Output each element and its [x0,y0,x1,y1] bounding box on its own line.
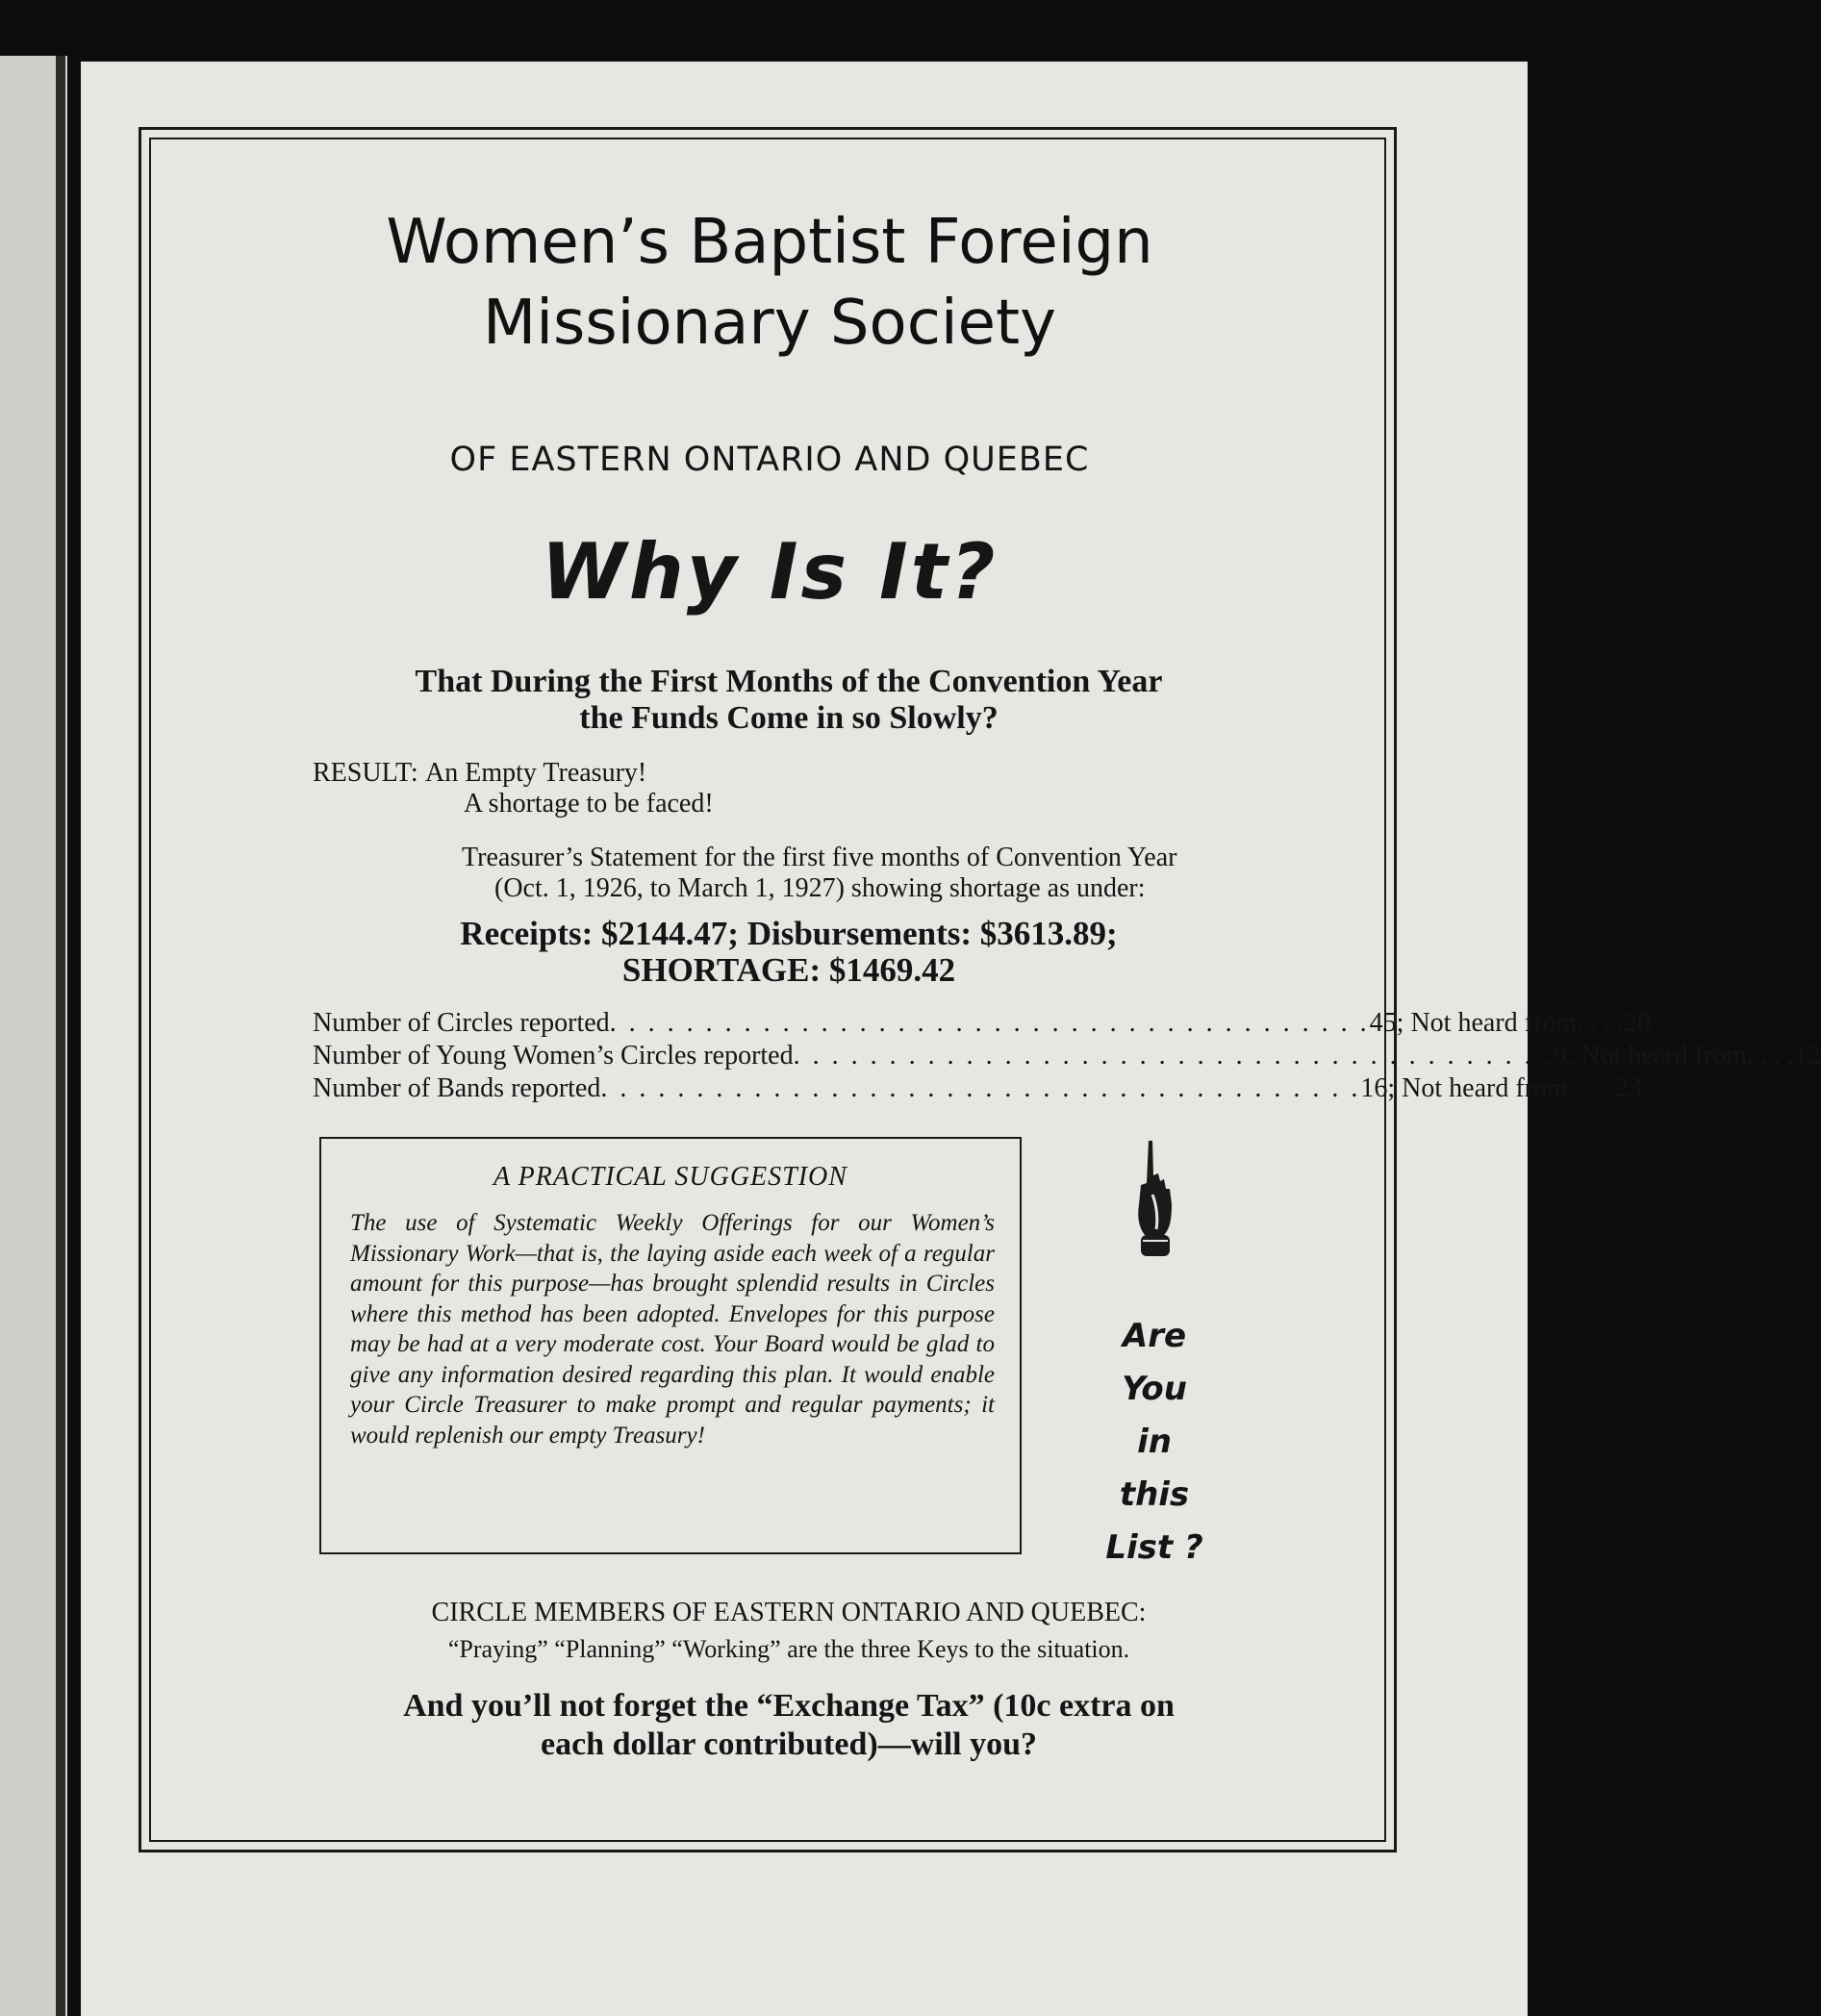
practical-suggestion-box [319,1137,1022,1554]
headline: Why Is It? [541,527,999,617]
society-title [221,202,1318,364]
statement-line-2: (Oct. 1, 1926, to March 1, 1927) showing shortage as under: [494,873,1146,903]
side-question-line: this [1119,1475,1190,1514]
side-question-line: You [1122,1370,1187,1408]
result-line-2: A shortage to be faced! [464,789,714,819]
facing-page-edge [0,56,67,2016]
report-label: Number of Bands reported [313,1073,601,1103]
leader-dots: . . . . . . . . . . . . . . . . . . . . . . . . . . . . . . . . . . . . . . . . [793,1041,1554,1071]
report-list [313,1008,1821,1106]
report-label: Number of Circles reported [313,1008,610,1038]
report-value: 45; Not heard from. . . .20 [1369,1008,1652,1038]
suggestion-title: A PRACTICAL SUGGESTION [493,1162,847,1192]
totals-line-2: SHORTAGE: $1469.42 [621,951,956,989]
title-line-1: Women’s Baptist Foreign [386,207,1153,278]
question-heading [289,664,1289,737]
closing-line-1: And you’ll not forget the “Exchange Tax” (10c extra on [403,1688,1175,1724]
suggestion-body: The use of Systematic Weekly Offerings for our Women’s Missionary Work—that is, the laying aside each week of a regular amount for this purpose—has brought splendid results in Circles where this method has been adopted. Envelopes for this purpose may be had at a very moderate cost. Your Board would be glad to give any information desired regarding this plan. It would enable your Circle Treasurer to make prompt and regular payments; it would replenish our empty Treasury! [350,1210,995,1449]
treasurer-statement [462,843,1176,904]
question-line-1: That During the First Months of the Convention Year [415,664,1163,699]
statement-line-1: Treasurer’s Statement for the first five months of Convention Year [462,843,1177,872]
side-question-line: Are [1122,1317,1187,1355]
question-line-2: the Funds Come in so Slowly? [579,700,999,736]
leader-dots: . . . . . . . . . . . . . . . . . . . . . . . . . . . . . . . . . . . . . . . . [600,1073,1361,1103]
report-row [313,1008,1652,1041]
report-label: Number of Young Women’s Circles reported [313,1041,794,1071]
closing-appeal [289,1687,1289,1764]
closing-line-2: each dollar contributed)—will you? [541,1726,1037,1762]
report-value: 16; Not heard from. . . .23 [1360,1073,1642,1103]
title-line-2: Missionary Society [482,288,1057,359]
report-value: 9; Not heard from. . . .12 [1553,1041,1821,1071]
result-line-1: An Empty Treasury! [425,758,647,788]
circle-members-note [289,1595,1289,1668]
leader-dots: . . . . . . . . . . . . . . . . . . . . . . . . . . . . . . . . . . . . . . . . [609,1008,1370,1038]
side-question-line: in [1137,1423,1172,1461]
page-gutter [56,56,65,2016]
totals-line-1: Receipts: $2144.47; Disbursements: $3613.89; [460,915,1118,952]
circle-members-keys: “Praying” “Planning” “Working” are the three Keys to the situation. [447,1635,1130,1663]
side-question-line: List ? [1105,1528,1203,1567]
society-subtitle: OF EASTERN ONTARIO AND QUEBEC [449,441,1090,479]
report-row [313,1041,1821,1073]
side-question [1068,1310,1241,1575]
circle-members-heading: CIRCLE MEMBERS OF EASTERN ONTARIO AND QUEBEC: [431,1598,1147,1627]
report-row [313,1073,1642,1106]
pointing-hand-icon [1127,1137,1181,1262]
financial-totals [289,916,1289,989]
advertisement-inner-border [149,138,1386,1842]
advertisement-border [139,127,1397,1852]
result-label: RESULT: [313,758,418,788]
